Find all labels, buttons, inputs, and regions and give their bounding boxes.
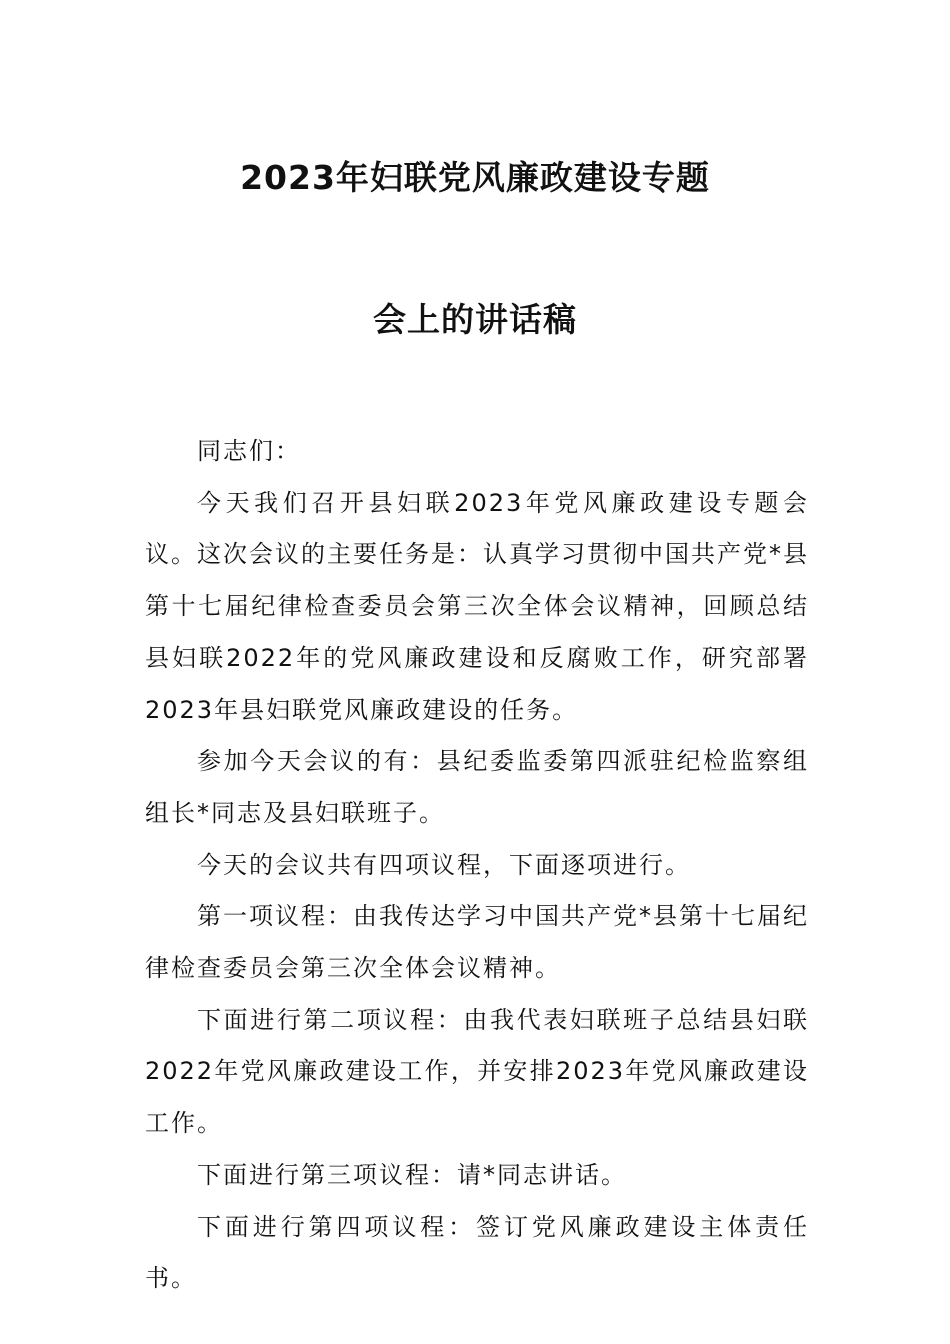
paragraph: 参加今天会议的有：县纪委监委第四派驻纪检监察组组长*同志及县妇联班子。 (145, 747, 809, 827)
paragraph: 下面进行第四项议程：签订党风廉政建设主体责任书。 (145, 1212, 809, 1293)
paragraph-salutation: 同志们： (197, 437, 301, 465)
document-title-line1: 2023年妇联党风廉政建设专题 (240, 158, 710, 197)
paragraph: 第一项议程：由我传达学习中国共产党*县第十七届纪律检查委员会第三次全体会议精神。 (145, 902, 809, 983)
paragraph: 下面进行第三项议程：请*同志讲话。 (197, 1160, 627, 1189)
document-body (145, 426, 809, 1305)
paragraph: 今天的会议共有四项议程，下面逐项进行。 (197, 850, 691, 879)
paragraph: 今天我们召开县妇联2023年党风廉政建设专题会议。这次会议的主要任务是：认真学习贯彻中国共产党*县第十七届纪律检查委员会第三次全体会议精神，回顾总结县妇联2022年的党风廉政建设和反腐败工作，研究部署2023年县妇联党风廉政建设的任务。 (145, 488, 809, 724)
paragraph: 下面进行第二项议程：由我代表妇联班子总结县妇联2022年党风廉政建设工作，并安排2023年党风廉政建设工作。 (145, 1005, 809, 1138)
document-title-line2: 会上的讲话稿 (373, 300, 577, 339)
